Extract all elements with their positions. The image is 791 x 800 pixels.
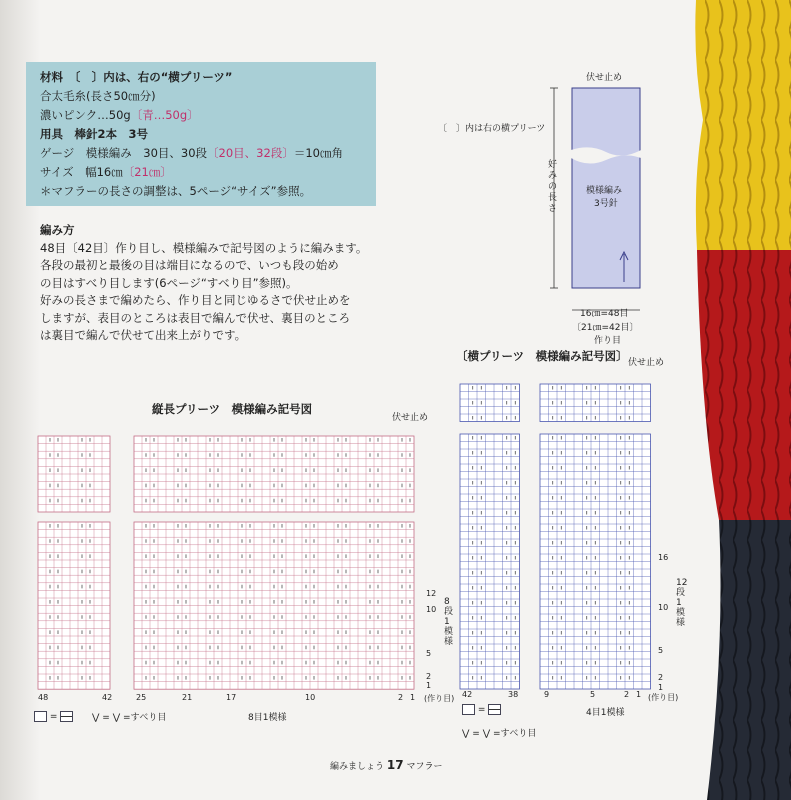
chart-grid-block xyxy=(134,436,414,512)
left-row-repeat: 8段1模様 xyxy=(444,597,454,647)
materials-size: サイズ 幅16㎝〔21㎝〕 xyxy=(40,165,172,179)
right-row-label: 2 xyxy=(658,673,664,682)
instructions-heading: 編み方 xyxy=(40,223,75,237)
right-col-label: 2 xyxy=(624,690,630,699)
cast-on-label: 作り目 xyxy=(594,336,622,346)
chart-grid-block xyxy=(540,384,651,422)
width-label: 16㎝=48目 xyxy=(580,309,629,319)
knit-symbol-icon xyxy=(34,711,47,722)
left-col-label: 25 xyxy=(136,693,147,702)
instruction-line: の目はすべり目します(6ページ“すべり目”参照)。 xyxy=(40,275,298,290)
right-chart-title: 〔横プリーツ 模様編み記号図〕 xyxy=(456,349,628,363)
materials-tools: 用具 棒針2本 3号 xyxy=(40,127,149,141)
left-col-repeat: 8目1模様 xyxy=(248,713,287,723)
left-chart-bind-off: 伏せ止め xyxy=(392,413,429,423)
instruction-line: は裏目で編んで伏せて出来上がりです。 xyxy=(40,328,247,342)
right-col-repeat: 4目1模様 xyxy=(586,708,625,718)
diagram-note: 〔 〕内は右の横プリーツ xyxy=(438,124,546,134)
instruction-line: しますが、表目のところは表目で編んで伏せ、裏目のところ xyxy=(40,310,351,325)
width-alt-label: 〔21㎝=42目〕 xyxy=(572,323,639,333)
page-footer: 編みましょう 17 マフラー xyxy=(330,758,443,772)
diagram-bind-off-label: 伏せ止め xyxy=(586,73,623,83)
chart-grid-block xyxy=(134,522,414,689)
chart-grid-block xyxy=(460,434,520,689)
legend-left-knit: = xyxy=(34,711,73,722)
right-chart-bind-off: 伏せ止め xyxy=(628,358,665,368)
right-row-label: 16 xyxy=(658,553,669,562)
left-col-label: 1 xyxy=(410,693,416,702)
left-col-label: 48 xyxy=(38,693,49,702)
right-col-label: 38 xyxy=(508,690,519,699)
length-label: 好みの長さ xyxy=(548,160,558,214)
materials-color: 濃いピンク…50g〔青…50g〕 xyxy=(40,108,199,122)
legend-right-slip: ⋁ = ⋁ =すべり目 xyxy=(462,729,537,739)
materials-yarn: 合太毛糸(長さ50㎝分) xyxy=(40,89,156,103)
right-cast-on: (作り目) xyxy=(648,693,679,702)
left-row-label: 2 xyxy=(426,672,432,681)
instruction-line: 各段の最初と最後の目は端目になるので、いつも段の始め xyxy=(40,258,339,272)
instruction-line: 好みの長さまで編めたら、作り目と同じゆるさで伏せ止めを xyxy=(40,293,351,307)
right-knitting-chart xyxy=(458,374,654,696)
materials-gauge: ゲージ 模様編み 30目、30段〔20目、32段〕＝10㎝角 xyxy=(40,146,343,160)
right-col-label: 1 xyxy=(636,690,642,699)
legend-right-knit: = xyxy=(462,704,501,715)
right-col-label: 42 xyxy=(462,690,473,699)
chart-grid-block xyxy=(38,436,110,512)
left-chart-title: 縦長プリーツ 模様編み記号図 xyxy=(152,402,313,416)
left-col-label: 21 xyxy=(182,693,193,702)
chart-grid-block xyxy=(38,522,110,689)
materials-note: ＊マフラーの長さの調整は、5ページ“サイズ”参照。 xyxy=(40,184,312,198)
slip-stitch-icon: ⋁ xyxy=(462,729,470,739)
left-col-label: 10 xyxy=(305,693,316,702)
slip-stitch-alt-icon: ⋁ xyxy=(112,713,121,723)
left-col-label: 42 xyxy=(102,693,113,702)
legend-left-slip: ⋁ = ⋁ =すべり目 xyxy=(92,713,167,723)
materials-panel xyxy=(26,62,376,206)
materials-title: 材料 〔 〕内は、右の“横プリーツ” xyxy=(40,70,233,84)
left-row-label: 5 xyxy=(426,649,432,658)
left-cast-on: (作り目) xyxy=(424,694,455,703)
chart-grid-block xyxy=(540,434,651,689)
right-col-label: 9 xyxy=(544,690,550,699)
slip-stitch-alt-icon: ⋁ xyxy=(482,729,491,739)
right-row-label: 5 xyxy=(658,646,664,655)
scarf-photo xyxy=(691,0,791,800)
pattern-label: 模様編み xyxy=(586,186,623,196)
left-knitting-chart xyxy=(36,428,421,693)
right-row-label: 10 xyxy=(658,603,669,612)
right-col-label: 5 xyxy=(590,690,596,699)
purl-symbol-icon xyxy=(60,711,73,722)
purl-symbol-icon xyxy=(488,704,501,715)
right-row-label: 1 xyxy=(658,683,664,692)
chart-grid-block xyxy=(460,384,520,422)
left-row-label: 10 xyxy=(426,605,437,614)
instructions xyxy=(40,222,385,345)
left-row-label: 12 xyxy=(426,589,437,598)
left-col-label: 17 xyxy=(226,693,237,702)
slip-stitch-icon: ⋁ xyxy=(92,713,100,723)
left-row-label: 1 xyxy=(426,681,432,690)
right-row-repeat: 12段1模様 xyxy=(676,578,688,628)
knit-symbol-icon xyxy=(462,704,475,715)
needle-label: 3号針 xyxy=(594,199,618,209)
left-col-label: 2 xyxy=(398,693,404,702)
instruction-line: 48目〔42目〕作り目し、模様編みで記号図のように編みます。 xyxy=(40,240,368,255)
